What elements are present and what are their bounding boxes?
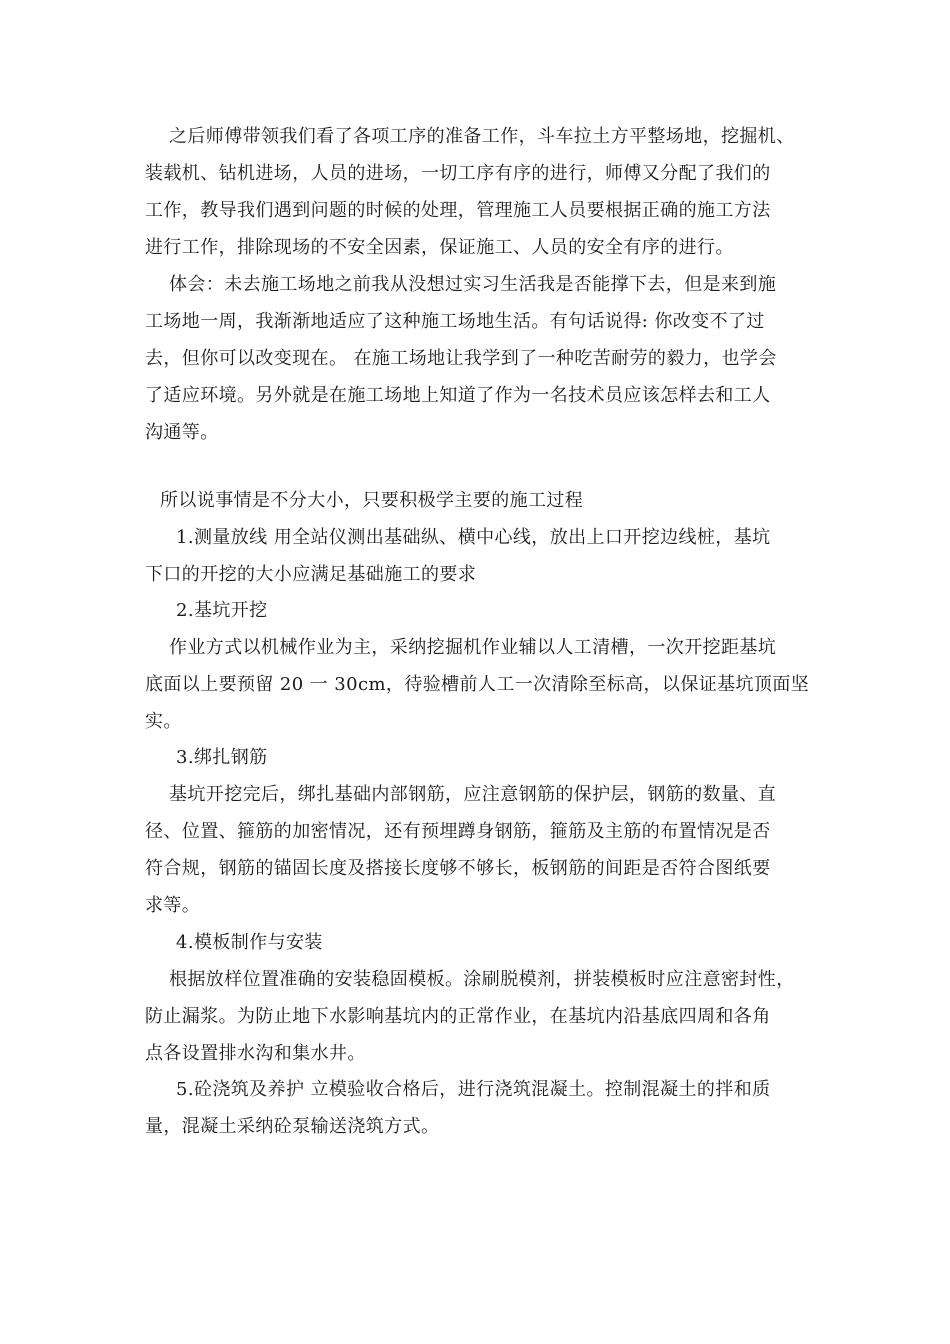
paragraph-line: 工场地一周，我渐渐地适应了这种施工场地生活。有句话说得: 你改变不了过 bbox=[145, 311, 765, 332]
section-heading: 5.砼浇筑及养护 立模验收合格后，进行浇筑混凝土。控制混凝土的拌和质 bbox=[176, 1079, 771, 1100]
paragraph-line: 所以说事情是不分大小，只要积极学主要的施工过程 bbox=[160, 490, 584, 511]
section-heading: 4.模板制作与安装 bbox=[176, 932, 323, 953]
paragraph-line: 作业方式以机械作业为主，采纳挖掘机作业辅以人工清槽，一次开挖距基坑 bbox=[169, 637, 777, 658]
paragraph-line: 下口的开挖的大小应满足基础施工的要求 bbox=[145, 564, 477, 585]
paragraph-line: 工作，教导我们遇到问题的时候的处理，管理施工人员要根据正确的施工方法 bbox=[145, 200, 771, 221]
paragraph-line: 量，混凝土采纳砼泵输送浇筑方式。 bbox=[145, 1116, 440, 1137]
paragraph-line: 装载机、钻机进场，人员的进场，一切工序有序的进行，师傅又分配了我们的 bbox=[145, 163, 771, 184]
paragraph-line: 径、位置、箍筋的加密情况，还有预埋蹲身钢筋，箍筋及主筋的布置情况是否 bbox=[145, 821, 771, 842]
paragraph-line: 实。 bbox=[145, 711, 182, 732]
paragraph-line: 之后师傅带领我们看了各项工序的准备工作，斗车拉土方平整场地，挖掘机、 bbox=[169, 126, 795, 147]
paragraph-line: 求等。 bbox=[145, 895, 201, 916]
paragraph-line: 符合规，钢筋的锚固长度及搭接长度够不够长，板钢筋的间距是否符合图纸要 bbox=[145, 858, 771, 879]
section-heading: 1.测量放线 用全站仪测出基础纵、横中心线，放出上口开挖边线桩，基坑 bbox=[176, 527, 771, 548]
paragraph-line: 了适应环境。另外就是在施工场地上知道了作为一名技术员应该怎样去和工人 bbox=[145, 385, 771, 406]
paragraph-line: 沟通等。 bbox=[145, 422, 219, 443]
paragraph-line: 去，但你可以改变现在。 在施工场地让我学到了一种吃苦耐劳的毅力，也学会 bbox=[145, 348, 777, 369]
paragraph-line: 进行工作，排除现场的不安全因素，保证施工、人员的安全有序的进行。 bbox=[145, 237, 734, 258]
section-heading: 2.基坑开挖 bbox=[176, 600, 268, 621]
paragraph-line: 底面以上要预留 20 一 30cm，待验槽前人工一次清除至标高，以保证基坑顶面坚 bbox=[145, 674, 810, 695]
paragraph-line: 防止漏浆。为防止地下水影响基坑内的正常作业，在基坑内沿基底四周和各角 bbox=[145, 1006, 771, 1027]
paragraph-line: 基坑开挖完后，绑扎基础内部钢筋，应注意钢筋的保护层，钢筋的数量、直 bbox=[169, 784, 777, 805]
section-heading: 3.绑扎钢筋 bbox=[176, 747, 268, 768]
paragraph-line: 体会：未去施工场地之前我从没想过实习生活我是否能撑下去，但是来到施 bbox=[169, 274, 777, 295]
paragraph-line: 根据放样位置准确的安装稳固模板。涂刷脱模剂，拼装模板时应注意密封性， bbox=[169, 969, 795, 990]
paragraph-line: 点各设置排水沟和集水井。 bbox=[145, 1043, 366, 1064]
